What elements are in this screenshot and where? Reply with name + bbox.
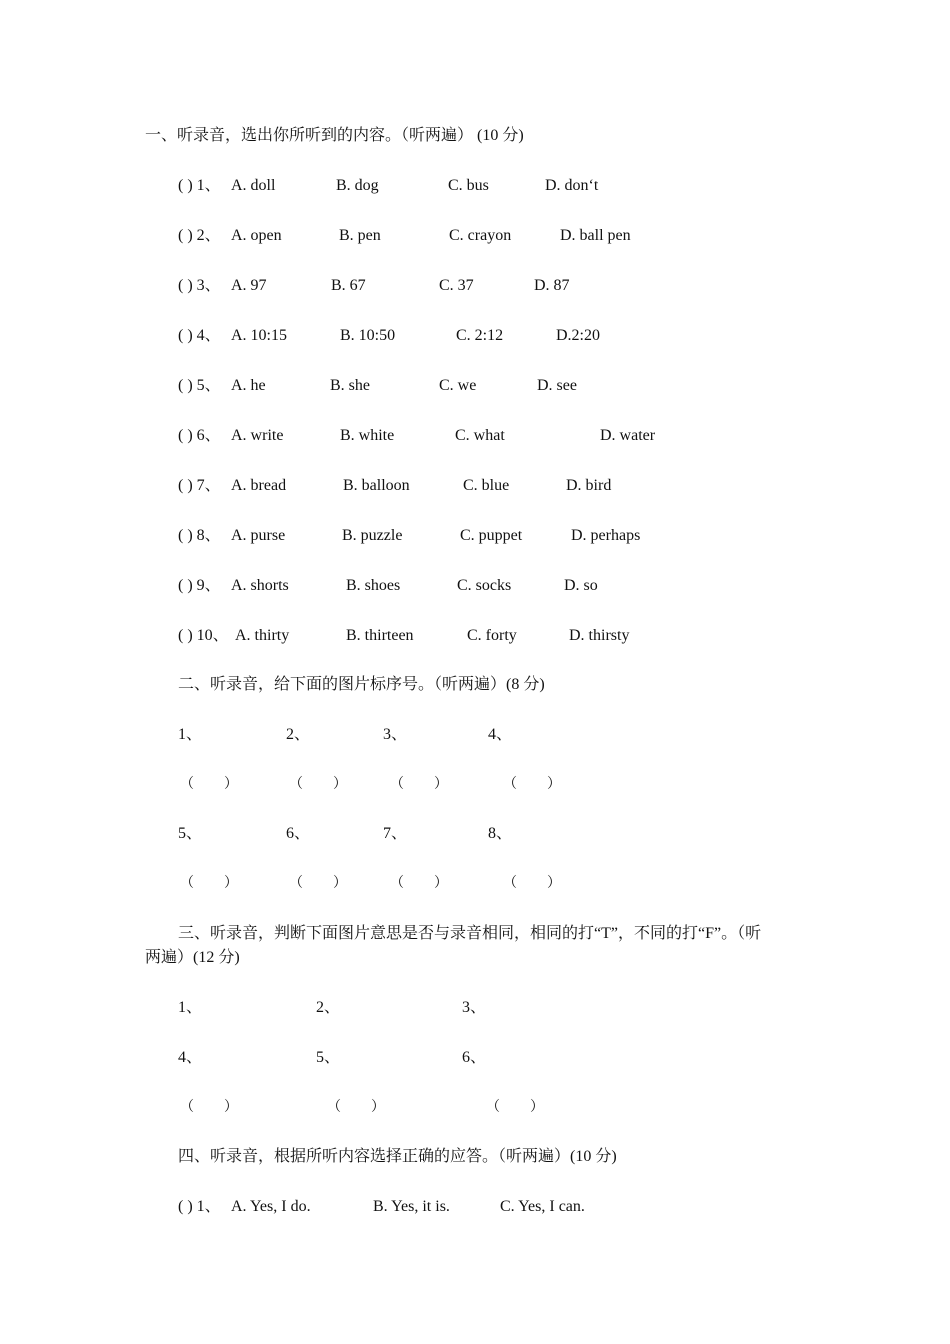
option-a: A. purse (231, 527, 286, 544)
section1-heading: 一、听录音，选出你所听到的内容。（听两遍） (10 分) (145, 127, 524, 144)
option-d: D. perhaps (571, 527, 641, 544)
picture-number: 3、 (383, 726, 408, 743)
picture-number: 8、 (488, 825, 513, 842)
option-d: D. see (537, 377, 577, 394)
option-b: B. dog (336, 177, 379, 194)
option-c: C. bus (448, 177, 489, 194)
option-a: A. doll (231, 177, 276, 194)
picture-number: 5、 (178, 825, 203, 842)
item-lead: ( ) 2、 (178, 227, 221, 244)
option-a: A. thirty (235, 627, 290, 644)
option-d: D. water (600, 427, 656, 444)
answer-bracket-close: ） (333, 777, 347, 792)
answer-bracket-open: （ (503, 777, 517, 792)
answer-bracket-open: （ (180, 876, 194, 891)
item-lead: ( ) 9、 (178, 577, 221, 594)
option-c: C. 2:12 (456, 327, 504, 344)
answer-bracket-close: ） (371, 1100, 385, 1115)
answer-bracket-open: （ (327, 1100, 341, 1115)
item-lead: ( ) 1、 (178, 177, 221, 194)
picture-number: 2、 (316, 999, 341, 1016)
answer-bracket-open: （ (289, 876, 303, 891)
answer-bracket-close: ） (547, 777, 561, 792)
option-d: D. so (564, 577, 598, 594)
option-b: B. 67 (331, 277, 366, 294)
answer-bracket-open: （ (180, 777, 194, 792)
item-lead: ( ) 4、 (178, 327, 221, 344)
answer-bracket-close: ） (224, 876, 238, 891)
option-a: A. he (231, 377, 266, 394)
answer-bracket-open: （ (390, 876, 404, 891)
picture-number: 1、 (178, 726, 203, 743)
option-b: B. pen (339, 227, 381, 244)
option-c: C. blue (463, 477, 510, 494)
option-c: C. forty (467, 627, 517, 644)
picture-number: 3、 (462, 999, 487, 1016)
option-c: C. crayon (449, 227, 512, 244)
option-d: D. thirsty (569, 627, 630, 644)
picture-number: 1、 (178, 999, 203, 1016)
option-d: D. ball pen (560, 227, 631, 244)
option-a: A. shorts (231, 577, 289, 594)
section3-heading-line1: 三、听录音，判断下面图片意思是否与录音相同，相同的打“T”，不同的打“F”。（听 (178, 925, 762, 942)
option-b: B. balloon (343, 477, 410, 494)
answer-bracket-open: （ (180, 1100, 194, 1115)
item-lead: ( ) 8、 (178, 527, 221, 544)
option-b: B. Yes, it is. (373, 1198, 450, 1215)
option-c: C. 37 (439, 277, 474, 294)
picture-number: 2、 (286, 726, 311, 743)
answer-bracket-close: ） (434, 876, 448, 891)
option-c: C. what (455, 427, 505, 444)
option-c: C. socks (457, 577, 512, 594)
option-a: A. open (231, 227, 282, 244)
option-a: A. 97 (231, 277, 267, 294)
option-d: D. bird (566, 477, 612, 494)
option-a: A. Yes, I do. (231, 1198, 311, 1215)
answer-bracket-open: （ (289, 777, 303, 792)
section4-heading: 四、听录音，根据所听内容选择正确的应答。（听两遍）(10 分) (178, 1148, 617, 1165)
option-b: B. thirteen (346, 627, 414, 644)
option-b: B. 10:50 (340, 327, 396, 344)
option-c: C. puppet (460, 527, 523, 544)
option-d: D. 87 (534, 277, 570, 294)
item-lead: ( ) 7、 (178, 477, 221, 494)
picture-number: 5、 (316, 1049, 341, 1066)
answer-bracket-close: ） (530, 1100, 544, 1115)
option-d: D.2:20 (556, 327, 600, 344)
answer-bracket-close: ） (547, 876, 561, 891)
item-lead: ( ) 6、 (178, 427, 221, 444)
answer-bracket-open: （ (390, 777, 404, 792)
item-lead: ( ) 3、 (178, 277, 221, 294)
section2-heading: 二、听录音，给下面的图片标序号。（听两遍）(8 分) (178, 676, 545, 693)
option-a: A. 10:15 (231, 327, 287, 344)
option-a: A. bread (231, 477, 287, 494)
option-c: C. Yes, I can. (500, 1198, 585, 1215)
option-d: D. don‘t (545, 177, 599, 194)
picture-number: 6、 (462, 1049, 487, 1066)
answer-bracket-open: （ (486, 1100, 500, 1115)
option-b: B. white (340, 427, 395, 444)
picture-number: 6、 (286, 825, 311, 842)
answer-bracket-close: ） (434, 777, 448, 792)
picture-number: 4、 (488, 726, 513, 743)
section3-heading-line2: 两遍）(12 分) (145, 949, 240, 966)
item-lead: ( ) 5、 (178, 377, 221, 394)
answer-bracket-close: ） (224, 777, 238, 792)
picture-number: 4、 (178, 1049, 203, 1066)
answer-bracket-close: ） (224, 1100, 238, 1115)
answer-bracket-close: ） (333, 876, 347, 891)
item-lead: ( ) 1、 (178, 1198, 221, 1215)
option-b: B. puzzle (342, 527, 403, 544)
option-b: B. she (330, 377, 370, 394)
option-a: A. write (231, 427, 284, 444)
option-b: B. shoes (346, 577, 401, 594)
picture-number: 7、 (383, 825, 408, 842)
item-lead: ( ) 10、 (178, 627, 229, 644)
option-c: C. we (439, 377, 477, 394)
answer-bracket-open: （ (503, 876, 517, 891)
